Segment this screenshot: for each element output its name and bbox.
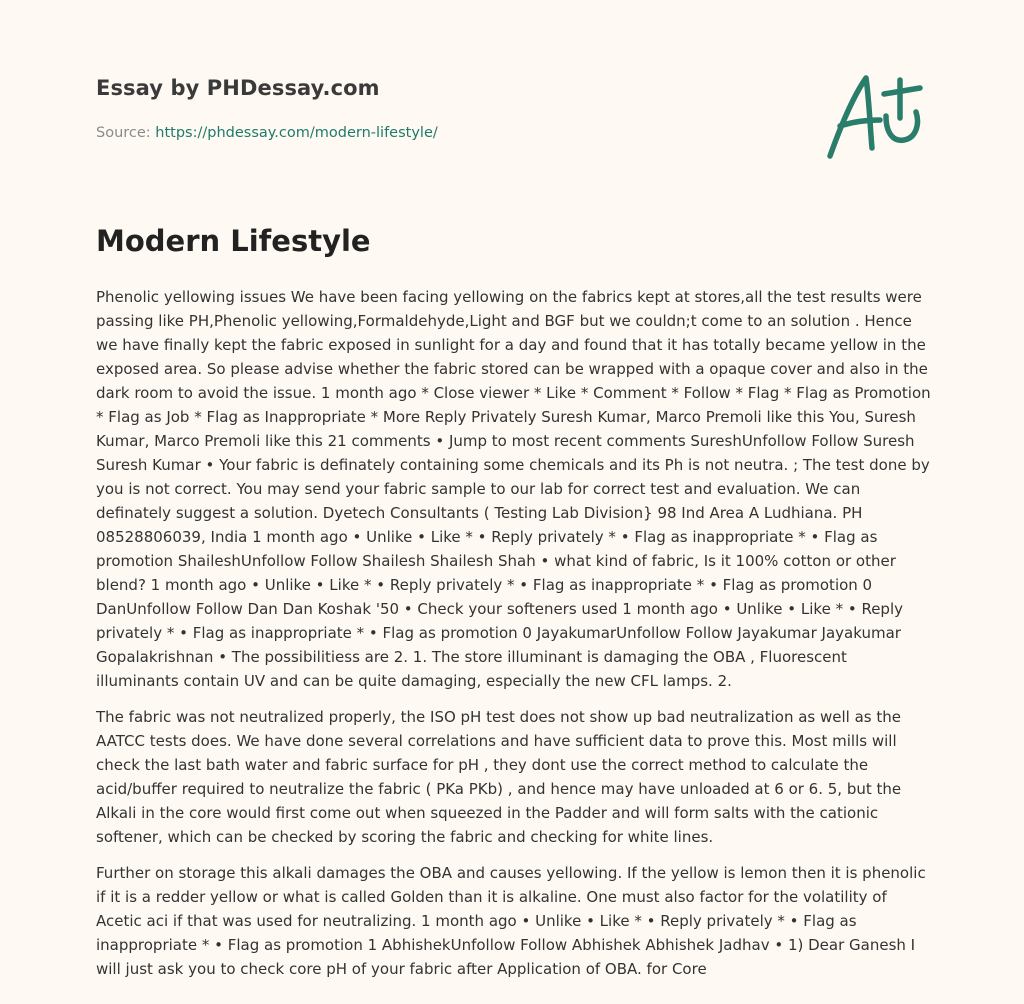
source-label: Source: xyxy=(96,125,156,141)
source-line xyxy=(96,125,438,141)
brand-title: Essay by PHDessay.com xyxy=(96,76,380,100)
logo-text: A+ xyxy=(822,68,824,69)
essay-paragraph: The fabric was not neutralized properly, the ISO pH test does not show up bad neutralization as well as the AATCC tests does. We have done several correlations and have sufficient data to prove this. Most mills will check the last bath water and fabric surface for pH , they dont use the correct method to calculate the acid/buffer required to neutralize the fabric ( PKa PKb) , and hence may have unloaded at 6 or 6. 5, but the Alkali in the core would first come out when squeezed in the Padder and will form salts with the cationic softener, which can be checked by scoring the fabric and checking for white lines. xyxy=(96,708,902,846)
essay-paragraph: Phenolic yellowing issues We have been facing yellowing on the fabrics kept at stores,all the test results were passing like PH,Phenolic yellowing,Formaldehyde,Light and BGF but we couldn;t come to an solution . Hence we have finally kept the fabric exposed in sunlight for a day and found that it has totally became yellow in the exposed area. So please advise whether the fabric stored can be wrapped with a opaque cover and also in the dark room to avoid the issue. 1 month ago * Close viewer * Like * Comment * Follow * Flag * Flag as Promotion * Flag as Job * Flag as Inappropriate * More Reply Privately Suresh Kumar, Marco Premoli like this You, Suresh Kumar, Marco Premoli like this 21 comments • Jump to most recent comments SureshUnfollow Follow Suresh Suresh Kumar • Your fabric is definately containing some chemicals and its Ph is not neutra. ; The test done by you is not correct. You may send your fabric sample to our lab for correct test and evaluation. We can definately suggest a solution. Dyetech Consultants ( Testing Lab Division} 98 Ind Area A Ludhiana. PH 08528806039, India 1 month ago • Unlike • Like * • Reply privately * • Flag as inappropriate * • Flag as promotion ShaileshUnfollow Follow Shailesh Shailesh Shah • what kind of fabric, Is it 100% cotton or other blend? 1 month ago • Unlike • Like * • Reply privately * • Flag as inappropriate * • Flag as promotion 0 DanUnfollow Follow Dan Dan Koshak '50 • Check your softeners used 1 month ago • Unlike • Like * • Reply privately * • Flag as inappropriate * • Flag as promotion 0 JayakumarUnfollow Follow Jayakumar Jayakumar Gopalakrishnan • The possibilitiess are 2. 1. The store illuminant is damaging the OBA , Fluorescent illuminants contain UV and can be quite damaging, especially the new CFL lamps. 2. xyxy=(96,288,931,690)
a-plus-logo-graphic xyxy=(822,68,928,164)
a-plus-logo xyxy=(822,68,928,164)
essay-paragraph: Further on storage this alkali damages the OBA and causes yellowing. If the yellow is lemon then it is phenolic if it is a redder yellow or what is called Golden than it is alkaline. One must also factor for the volatility of Acetic aci if that was used for neutralizing. 1 month ago • Unlike • Like * • Reply privately * • Flag as inappropriate * • Flag as promotion 1 AbhishekUnfollow Follow Abhishek Abhishek Jadhav • 1) Dear Ganesh I will just ask you to check core pH of your fabric after Application of OBA. for Core xyxy=(96,864,926,978)
page-title: Modern Lifestyle xyxy=(96,224,371,258)
source-link[interactable]: https://phdessay.com/modern-lifestyle/ xyxy=(155,125,438,141)
essay-body xyxy=(96,285,932,993)
